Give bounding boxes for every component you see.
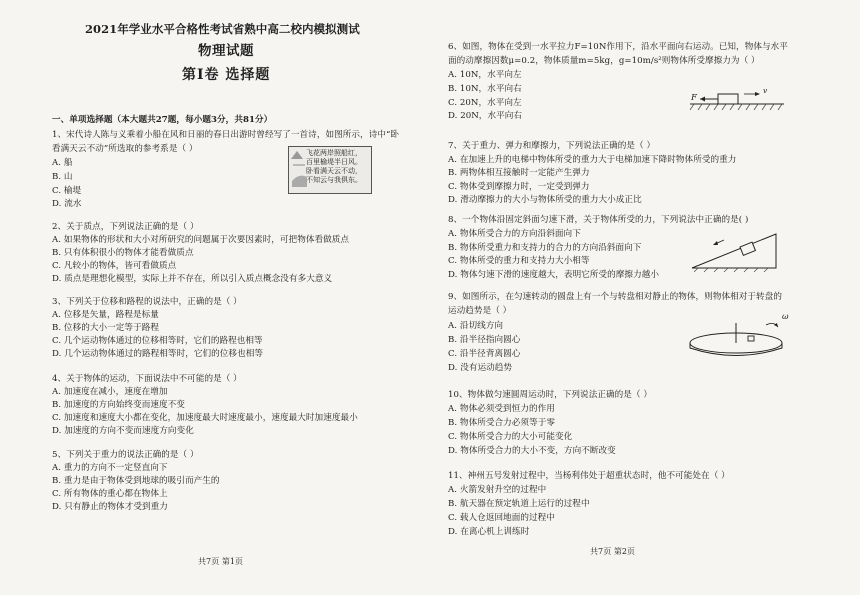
q6-option-d: D. 20N，水平向右	[448, 111, 523, 121]
q10-option-a: A. 物体必须受到恒力的作用	[448, 404, 555, 414]
q6-option-b: B. 10N，水平向右	[448, 84, 522, 94]
q11-option-d: D. 在离心机上训练时	[448, 527, 530, 537]
q10-option-b: B. 物体所受合力必须等于零	[448, 418, 556, 428]
q4-stem: 4、关于物体的运动，下面说法中不可能的是（ ）	[52, 374, 242, 384]
q1-option-d: D. 流水	[52, 199, 82, 209]
q5-option-b: B. 重力是由于物体受到地球的吸引而产生的	[52, 476, 220, 486]
q7-option-c: C. 物体受到摩擦力时，一定受到弹力	[448, 182, 590, 192]
q3-option-d: D. 几个运动物体通过的路程相等时，它们的位移也相等	[52, 349, 264, 359]
q8-option-a: A. 物体所受合力的方向沿斜面向下	[448, 229, 581, 239]
q1-option-c: C. 榆堤	[52, 186, 82, 196]
q3-option-b: B. 位移的大小一定等于路程	[52, 323, 160, 333]
q4-option-d: D. 加速度的方向不变而速度方向变化	[52, 426, 194, 436]
section-heading: 一、单项选择题（本大题共27题，每小题3分，共81分）	[52, 115, 273, 125]
q2-option-d: D. 质点是理想化模型，实际上并不存在，所以引入质点概念没有多大意义	[52, 274, 333, 284]
q5-option-a: A. 重力的方向不一定竖直向下	[52, 463, 168, 473]
q8-option-b: B. 物体所受重力和支持力的合力的方向沿斜面向下	[448, 243, 642, 253]
q1-stem-line2: 看满天云不动”所选取的参考系是（ ）	[52, 144, 198, 154]
q1-option-a: A. 船	[52, 158, 73, 168]
q8-option-d: D. 物体匀速下滑的速度越大，表明它所受的摩擦力越小	[448, 270, 660, 280]
q8-stem: 8、一个物体沿固定斜面匀速下滑，关于物体所受的力，下列说法中正确的是( )	[448, 215, 749, 225]
q9-option-c: C. 沿半径背离圆心	[448, 349, 521, 359]
q7-stem: 7、关于重力、弹力和摩擦力，下列说法正确的是（ ）	[448, 141, 656, 151]
q5-option-c: C. 所有物体的重心都在物体上	[52, 489, 168, 499]
q4-option-b: B. 加速度的方向始终变而速度不变	[52, 400, 185, 410]
poem-line-1: 飞花两岸照船红，	[306, 149, 362, 157]
q7-option-b: B. 两物体相互接触时一定能产生弹力	[448, 168, 590, 178]
q9-option-a: A. 沿切线方向	[448, 321, 504, 331]
poem-line-4: 不知云与我俱东。	[306, 176, 362, 184]
force-label: F	[691, 93, 698, 103]
q6-stem-line2: 面的动摩擦因数μ=0.2，物体质量m=5kg，g=10m/s²则物体所受摩擦力为（ ）	[448, 56, 760, 66]
block-force-diagram	[686, 88, 786, 114]
q1-option-b: B. 山	[52, 172, 73, 182]
q11-stem: 11、神州五号发射过程中，当杨利伟处于超重状态时，他不可能处在（ ）	[448, 471, 730, 481]
q2-option-a: A. 如果物体的形状和大小对所研究的问题属于次要因素时，可把物体看做质点	[52, 235, 350, 245]
q11-option-a: A. 火箭发射升空的过程中	[448, 485, 547, 495]
velocity-label: v	[763, 86, 768, 95]
q1-stem-line1: 1、宋代诗人陈与义乘着小船在风和日丽的春日出游时曾经写了一首诗，如图所示，诗中“卧	[52, 130, 400, 140]
q9-stem-line2: 运动趋势是（ ）	[448, 306, 512, 316]
page-footer-2: 共7页 第2页	[590, 547, 636, 556]
q2-option-b: B. 只有体积很小的物体才能看做质点	[52, 248, 194, 258]
q2-option-c: C. 凡较小的物体，皆可看做质点	[52, 261, 177, 271]
q3-stem: 3、下列关于位移和路程的说法中，正确的是（ ）	[52, 297, 242, 307]
q8-option-c: C. 物体所受的重力和支持力大小相等	[448, 256, 590, 266]
q6-option-a: A. 10N，水平向左	[448, 70, 522, 80]
q3-option-c: C. 几个运动物体通过的位移相等时，它们的路程也相等	[52, 336, 263, 346]
subject-title: 物理试题	[198, 43, 254, 59]
q9-stem-line1: 9、如图所示，在匀速转动的圆盘上有一个与转盘相对静止的物体，则物体相对于转盘的	[448, 292, 782, 302]
q4-option-c: C. 加速度和速度大小都在变化，加速度最大时速度最小，速度最大时加速度最小	[52, 413, 358, 423]
page-footer-1: 共7页 第1页	[198, 557, 244, 566]
incline-diagram	[688, 230, 780, 272]
omega-label: ω	[782, 312, 789, 321]
q5-option-d: D. 只有静止的物体才受到重力	[52, 502, 168, 512]
q2-stem: 2、关于质点，下列说法正确的是（ ）	[52, 222, 199, 232]
q3-option-a: A. 位移是矢量，路程是标量	[52, 310, 159, 320]
poem-line-3: 卧看满天云不动，	[306, 167, 362, 175]
q11-option-b: B. 航天器在预定轨道上运行的过程中	[448, 499, 590, 509]
q9-option-d: D. 没有运动趋势	[448, 363, 513, 373]
q4-option-a: A. 加速度在减小，速度在增加	[52, 387, 168, 397]
q9-option-b: B. 沿半径指向圆心	[448, 335, 521, 345]
q10-stem: 10、物体做匀速圆周运动时，下列说法正确的是（ ）	[448, 390, 652, 400]
q10-option-c: C. 物体所受合力的大小可能变化	[448, 432, 573, 442]
q11-option-c: C. 载人仓返回地面的过程中	[448, 513, 555, 523]
q7-option-d: D. 滑动摩擦力的大小与物体所受的重力大小成正比	[448, 195, 642, 205]
q5-stem: 5、下列关于重力的说法正确的是（ ）	[52, 450, 199, 460]
q6-stem-line1: 6、如图，物体在受到一水平拉力F=10N作用下，沿水平面向右运动。已知，物体与水平	[448, 42, 788, 52]
poem-line-2: 百里榆堤半日风。	[306, 158, 362, 166]
turntable-diagram	[688, 315, 788, 359]
exam-title: 2021年学业水平合格性考试省熟中高二校内模拟测试	[85, 22, 360, 36]
part-title: 第Ⅰ卷 选择题	[182, 67, 271, 83]
q10-option-d: D. 物体所受合力的大小不变，方向不断改变	[448, 446, 616, 456]
q6-option-c: C. 20N，水平向左	[448, 98, 522, 108]
q7-option-a: A. 在加速上升的电梯中物体所受的重力大于电梯加速下降时物体所受的重力	[448, 155, 737, 165]
